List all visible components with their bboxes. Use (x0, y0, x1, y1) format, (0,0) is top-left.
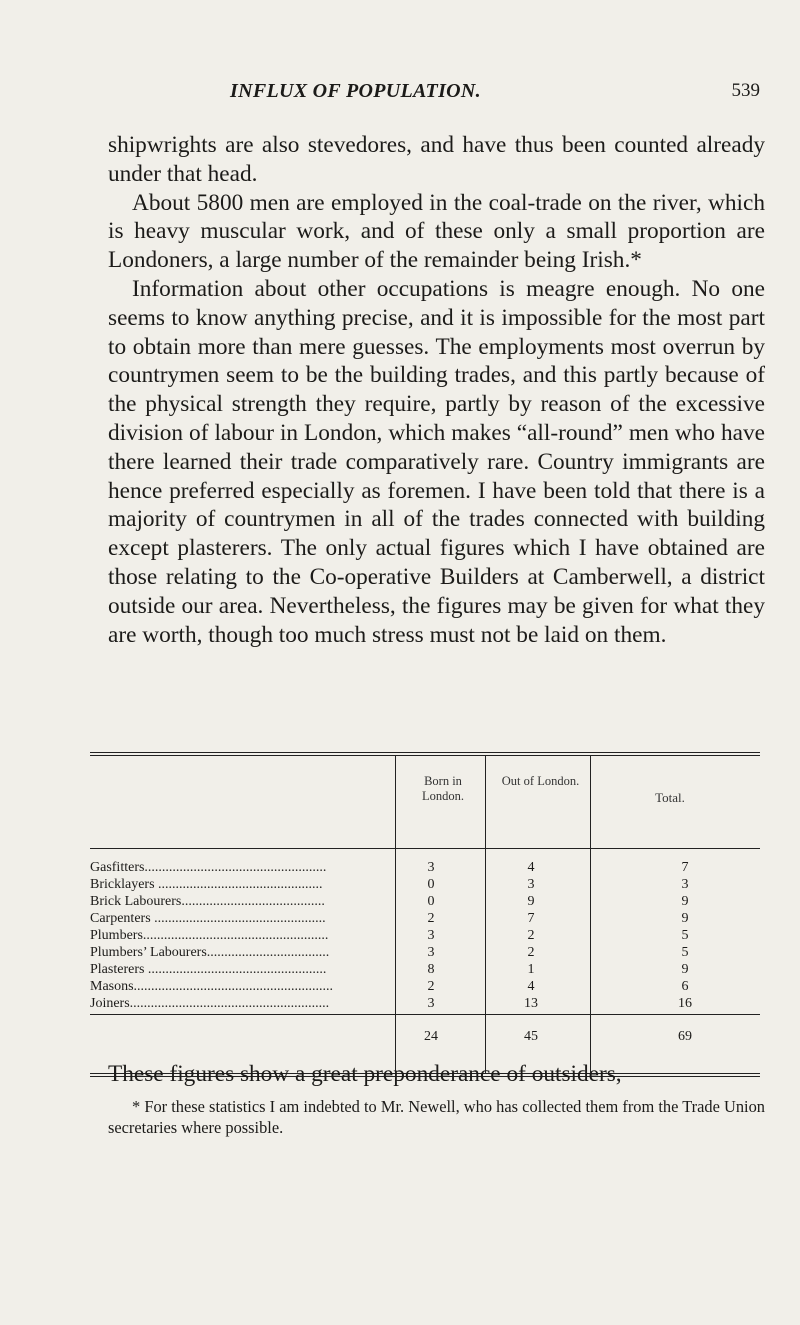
occupation-label: Plumbers’ Labourers................................... (90, 945, 330, 960)
born-in-london-total: 24 (424, 1029, 438, 1044)
born-in-london-value: 0 (427, 877, 435, 892)
table-header (90, 756, 760, 849)
table-row (90, 859, 760, 876)
total-value: 16 (678, 996, 692, 1011)
out-of-london-value: 13 (524, 996, 538, 1011)
total-value: 9 (681, 911, 689, 926)
table-row (90, 978, 760, 995)
occupation-label: Carpenters ................................................. (90, 911, 326, 926)
born-in-london-value: 3 (427, 996, 435, 1011)
total-value: 7 (681, 860, 689, 875)
total-value: 6 (681, 979, 689, 994)
body-text (108, 131, 765, 649)
out-of-london-value: 9 (527, 894, 535, 909)
occupation-label: Bricklayers ............................................... (90, 877, 323, 892)
occupation-label: Brick Labourers......................................... (90, 894, 325, 909)
column-divider (485, 756, 486, 848)
table-row (90, 893, 760, 910)
table-row (90, 995, 760, 1012)
header-born-in-london: Born in London. (421, 774, 464, 803)
out-of-london-value: 1 (527, 962, 535, 977)
occupation-label: Gasfitters.................................................... (90, 860, 327, 875)
total-value: 5 (681, 928, 689, 943)
occupation-birthplace-table (90, 752, 760, 1077)
born-in-london-value: 2 (427, 911, 435, 926)
born-in-london-value: 8 (427, 962, 435, 977)
out-of-london-value: 4 (527, 860, 535, 875)
total-value: 9 (681, 962, 689, 977)
born-in-london-value: 3 (427, 928, 435, 943)
born-in-london-value: 3 (427, 860, 435, 875)
occupation-label: Plumbers..................................................... (90, 928, 329, 943)
born-in-london-value: 0 (427, 894, 435, 909)
column-divider (590, 756, 591, 848)
header-total: Total. (655, 790, 685, 805)
table-row (90, 927, 760, 944)
column-divider (395, 756, 396, 848)
paragraph: shipwrights are also stevedores, and have thus been counted already under that head. (108, 132, 765, 187)
after-table-text: These figures show a great preponderance of outsiders, (108, 1061, 622, 1087)
born-in-london-value: 2 (427, 979, 435, 994)
out-of-london-total: 45 (524, 1029, 538, 1044)
out-of-london-value: 2 (527, 945, 535, 960)
paragraph: About 5800 men are employed in the coal-trade on the river, which is heavy muscular work, and of these only a small proportion are Londoners, a large number of the remainder being Irish.* (108, 189, 765, 274)
occupation-label: Masons......................................................... (90, 979, 334, 994)
total-value: 5 (681, 945, 689, 960)
table-body (90, 849, 760, 1015)
out-of-london-value: 3 (527, 877, 535, 892)
occupation-label: Plasterers ................................................... (90, 962, 327, 977)
total-value: 3 (681, 877, 689, 892)
out-of-london-value: 4 (527, 979, 535, 994)
born-in-london-value: 3 (427, 945, 435, 960)
running-title: INFLUX OF POPULATION. (230, 80, 481, 102)
out-of-london-value: 7 (527, 911, 535, 926)
table-row (90, 961, 760, 978)
table-row (90, 910, 760, 927)
header-out-of-london: Out of London. (501, 774, 580, 788)
out-of-london-value: 2 (527, 928, 535, 943)
occupation-label: Joiners......................................................... (90, 996, 330, 1011)
paragraph: Information about other occupations is meagre enough. No one seems to know anything precise, and it is impossible for the most part to obtain more than mere guesses. The employments most overrun by countrymen seem to be the building trades, and this partly because of the physical strength they require, partly by reason of the excessive division of labour in London, which makes “all-round” men who have there learned their trade comparatively rare. Country immigrants are hence preferred especially as foremen. I have been told that there is a majority of countrymen in all of the trades connected with building except plasterers. The only actual figures which I have obtained are those relating to the Co-operative Builders at Camberwell, a district outside our area. Nevertheless, the figures may be given for what they are worth, though too much stress must not be laid on them. (108, 275, 765, 648)
table-row (90, 876, 760, 893)
table-row (90, 944, 760, 961)
grand-total: 69 (678, 1029, 692, 1044)
page-number: 539 (731, 80, 760, 101)
total-value: 9 (681, 894, 689, 909)
running-head (220, 80, 760, 110)
footnote: * For these statistics I am indebted to Mr. Newell, who has collected them from the Trade Union secretaries where possible. (108, 1097, 765, 1137)
